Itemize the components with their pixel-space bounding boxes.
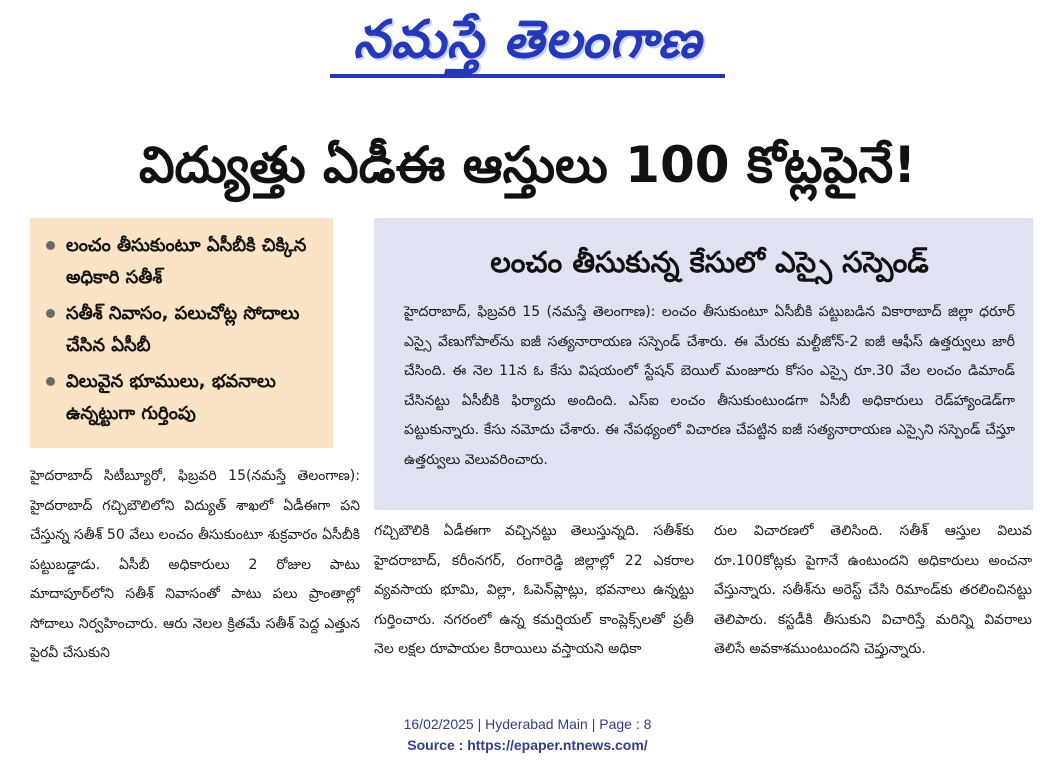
highlight-text: లంచం తీసుకుంటూ ఏసీబీకి చిక్కిన అధికారి సతీశ్ [66,235,307,288]
bullet-dot-icon [46,377,55,386]
highlights-box [30,218,333,448]
highlight-item [46,230,323,294]
article-column-3: రుల విచారణలో తెలిసింది. సతీశ్ ఆస్తుల విలువ రూ.100కోట్లకు పైగానే ఉంటుందని అధికారులు అంచనా వేస్తున్నారు. సతీశ్‌ను అరెస్ట్ చేసి రిమాండ్‌కు తరలించినట్టు తెలిపారు. కస్టడీకి తీసుకుని విచారిస్తే మరిన్ని వివరాలు తెలిసే అవకాశముంటుందని చెప్తున్నారు. [714,523,1032,657]
edition-info: 16/02/2025 | Hyderabad Main | Page : 8 [403,716,652,732]
side-story-box [374,218,1033,510]
highlight-item [46,366,323,430]
side-story-heading: లంచం తీసుకున్న కేసులో ఎస్సై సస్పెండ్ [490,245,929,279]
side-story-body: హైదరాబాద్, ఫిబ్రవరి 15 (నమస్తే తెలంగాణ): లంచం తీసుకుంటూ ఏసీబీకి పట్టుబడిన వికారాబాద్ జిల్లా ధరూర్ ఎస్సై వేణుగోపాల్‌ను ఐజీ సత్యనారాయణ సస్పెండ్ చేశారు. ఈ మేరకు మల్టీజోన్-2 ఐజీ ఆఫీస్ ఉత్తర్వులు జారీ చేసింది. ఈ నెల 11న ఓ కేసు విషయంలో స్టేషన్ బెయిల్ మంజూరు కోసం ఎస్సై రూ.30 వేల లంచం డిమాండ్ చేసినట్టు ఏసీబీకి ఫిర్యాదు అందింది. ఎస్ఐ లంచం తీసుకుంటుండగా ఏసీబీ అధికారులు రెడ్‌హ్యాండెడ్‌గా పట్టుకున్నారు. కేసు నమోదు చేశారు. ఈ నేపథ్యంలో విచారణ చేపట్టిన ఐజీ సత్యనారాయణ ఎస్సైని సస్పెండ్ చేస్తూ ఉత్తర్వులు వెలువరించారు. [404,304,1015,468]
article-headline: విద్యుత్తు ఏడీఈ ఆస్తులు 100 కోట్లపైనే! [138,136,917,194]
highlight-text: సతీశ్ నివాసం, పలుచోట్ల సోదాలు చేసిన ఏసీబీ [66,303,300,356]
bullet-dot-icon [46,241,55,250]
masthead-title: నమస్తే తెలంగాణ [353,10,702,70]
page-footer [0,714,1055,756]
highlight-text: విలువైన భూములు, భవనాలు ఉన్నట్టుగా గుర్తింపు [66,371,276,424]
article-column-2: గచ్చిబౌలికి ఏడీఈగా వచ్చినట్టు తెలుస్తున్నది. సతీశ్‌కు హైదరాబాద్, కరీంనగర్, రంగారెడ్డి జిల్లాల్లో 22 ఎకరాల వ్యవసాయ భూమి, విల్లా, ఓపెన్‌ప్లాట్లు, భవనాలు ఉన్నట్టు గుర్తించారు. నగరంలో ఉన్న కమర్షియల్ కాంప్లెక్స్‌లతో ప్రతీ నెల లక్షల రూపాయల కిరాయిలు వస్తాయని అధికా [374,523,694,657]
bullet-dot-icon [46,309,55,318]
masthead-underline [330,74,725,78]
newspaper-masthead [0,4,1055,76]
source-link[interactable]: Source : https://epaper.ntnews.com/ [407,737,648,753]
highlight-item [46,298,323,362]
article-column-1: హైదరాబాద్ సిటీబ్యూరో, ఫిబ్రవరి 15(నమస్తే తెలంగాణ): హైదరాబాద్ గచ్చిబౌలిలోని విద్యుత్ శాఖలో ఏడీఈగా పని చేస్తున్న సతీశ్ 50 వేలు లంచం తీసుకుంటూ శుక్రవారం ఏసీబీకి పట్టుబడ్డాడు. ఏసీబీ అధికారులు 2 రోజుల పాటు మాదాపూర్‌లోని సతీశ్ నివాసంతో పాటు పలు ప్రాంతాల్లో సోదాలు నిర్వహించారు. ఆరు నెలల క్రితమే సతీశ్ పెద్ద ఎత్తున పైరవీ చేసుకుని [30,468,360,661]
